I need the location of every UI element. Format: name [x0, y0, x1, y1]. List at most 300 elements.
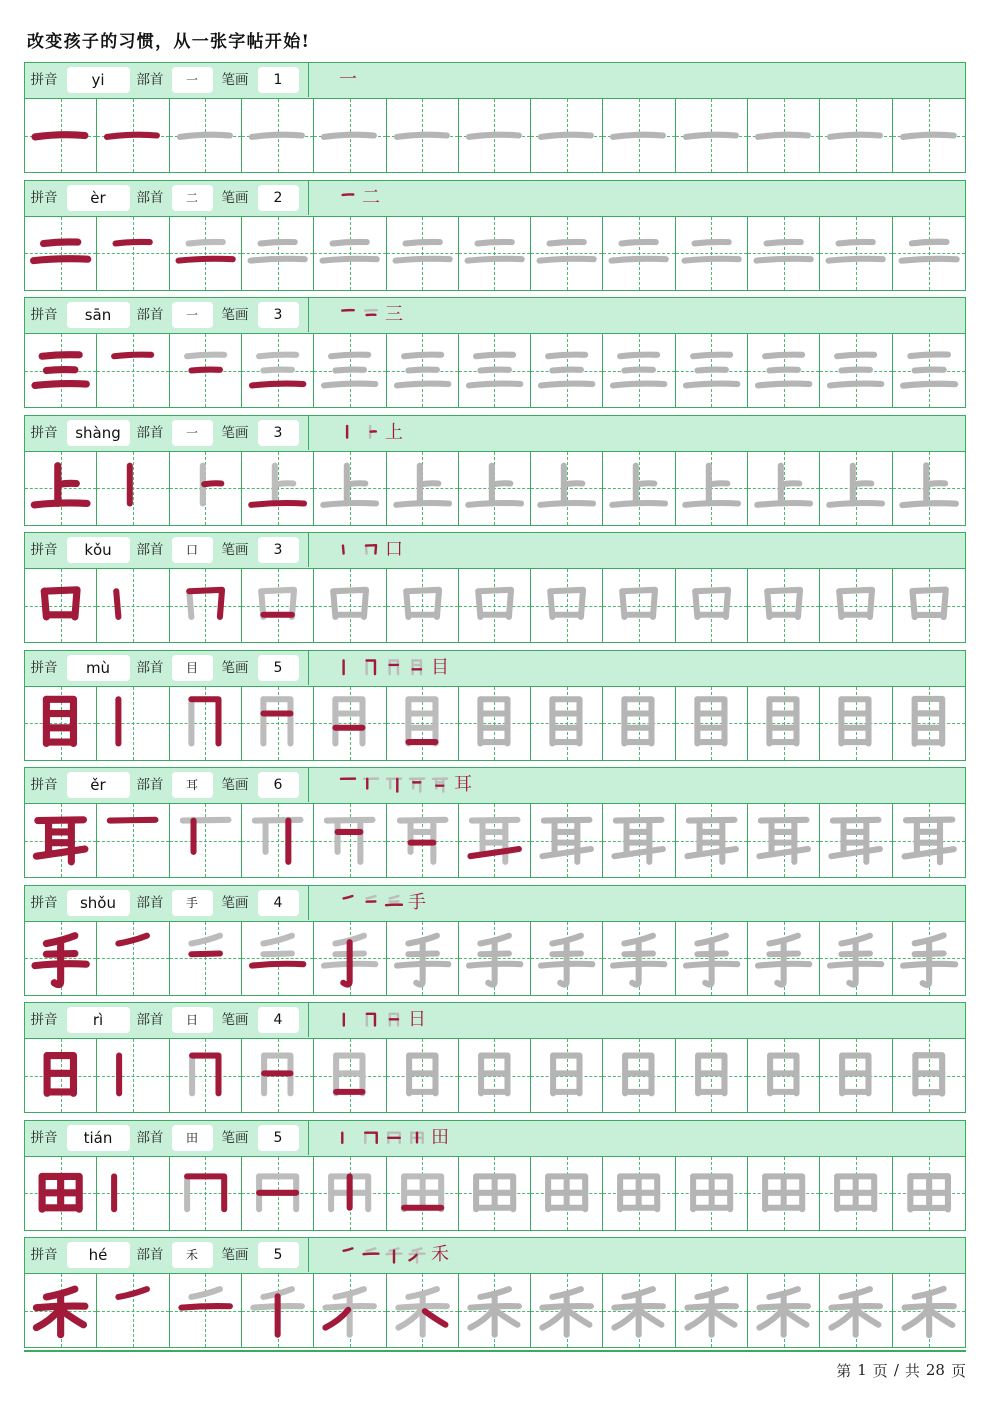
practice-cell [314, 569, 386, 642]
stroke-path [390, 895, 399, 897]
stroke-order-sequence [337, 187, 382, 209]
radical-label: 部首 [136, 72, 164, 88]
pinyin-value: shàng [67, 420, 130, 446]
practice-cell [893, 922, 965, 995]
stroke-path [367, 895, 376, 897]
stroke-path [832, 1310, 855, 1328]
pinyin-value: sān [67, 302, 130, 328]
stroke-path [255, 820, 301, 821]
stroke-path [35, 135, 85, 137]
practice-cell [242, 452, 314, 525]
stroke-path [767, 241, 801, 243]
practice-cell [748, 687, 820, 760]
practice-cell [459, 1157, 531, 1230]
stroke-path [336, 370, 365, 371]
stroke-path [110, 820, 156, 821]
stroke-path [252, 135, 302, 137]
trace-character [893, 687, 965, 760]
practice-cell [242, 569, 314, 642]
trace-character [676, 1157, 747, 1230]
info-divider [308, 1238, 310, 1272]
practice-cell [748, 1274, 820, 1347]
stroke-order-cell [459, 804, 530, 877]
stroke-path [348, 483, 365, 484]
practice-cell [170, 1274, 242, 1347]
practice-cell [531, 217, 603, 290]
stroke-order-cell [97, 922, 168, 995]
stroke-count-label: 笔画 [221, 777, 249, 793]
trace-character [893, 217, 965, 290]
pinyin-label: 拼音 [30, 777, 58, 793]
stroke-path [263, 699, 290, 743]
stroke-path [541, 384, 592, 386]
stroke-path [263, 370, 292, 371]
practice-cell [603, 1039, 675, 1112]
stroke-path [693, 355, 730, 357]
pinyin-label: 拼音 [30, 659, 58, 676]
stroke-path [34, 502, 87, 504]
trace-character [676, 804, 747, 877]
practice-cell [748, 804, 820, 877]
trace-character [603, 452, 674, 525]
stroke-order-cell [97, 334, 168, 407]
stroke-path [553, 699, 580, 743]
stroke-order-step [406, 657, 428, 679]
stroke-path [188, 241, 222, 243]
character-info-bar [24, 532, 966, 569]
stroke-order-cell [170, 687, 241, 760]
trace-character [820, 922, 891, 995]
trace-character [748, 1157, 819, 1230]
trace-character [748, 217, 819, 290]
pinyin-label: 拼音 [30, 1247, 58, 1263]
practice-cell [170, 99, 242, 172]
trace-character [748, 99, 819, 172]
stroke-order-step [360, 1244, 382, 1266]
practice-cell [531, 452, 603, 525]
practice-cell [314, 334, 386, 407]
character-block [24, 767, 966, 878]
page-footer [836, 1361, 966, 1379]
practice-cell [25, 1274, 97, 1347]
stroke-order-step [383, 1127, 405, 1149]
stroke-path [832, 849, 880, 856]
stroke-path [365, 1132, 376, 1142]
practice-cell [25, 804, 97, 877]
stroke-order-step [406, 1127, 428, 1149]
practice-cell [25, 922, 97, 995]
stroke-count-value: 5 [258, 1125, 299, 1151]
stroke-path [324, 135, 374, 137]
stroke-path [117, 591, 119, 617]
character-info-bar [24, 1002, 966, 1039]
practice-cell [820, 1274, 892, 1347]
stroke-path [36, 849, 84, 856]
practice-cell [314, 217, 386, 290]
character-block [24, 1120, 966, 1231]
trace-character [676, 687, 747, 760]
practice-cell [531, 1039, 603, 1112]
practice-cell [242, 99, 314, 172]
stroke-order-step [429, 774, 451, 796]
radical-label: 部首 [136, 777, 164, 793]
stroke-path [613, 135, 663, 137]
practice-cell [170, 1157, 242, 1230]
trace-character [748, 687, 819, 760]
stroke-path [204, 483, 221, 484]
stroke-path [621, 355, 658, 357]
stroke-path [839, 241, 873, 243]
stroke-order-step [337, 187, 359, 209]
stroke-order-cell [97, 99, 168, 172]
stroke-order-step [383, 774, 405, 796]
stroke-order-final-character: 耳 [454, 774, 472, 795]
trace-character [676, 334, 747, 407]
practice-cell [25, 687, 97, 760]
stroke-path [344, 1248, 353, 1250]
stroke-path [390, 660, 398, 674]
stroke-path [714, 1311, 735, 1325]
stroke-path [833, 820, 879, 821]
stroke-order-cell [242, 569, 313, 642]
stroke-order-step [406, 774, 428, 796]
trace-character [893, 1157, 965, 1230]
practice-cell [820, 1157, 892, 1230]
stroke-path [842, 370, 871, 371]
stroke-order-sequence [337, 892, 428, 914]
practice-cell [97, 334, 169, 407]
stroke-order-step [383, 1009, 405, 1031]
stroke-path [260, 241, 294, 243]
stroke-path [625, 370, 654, 371]
stroke-path [906, 820, 952, 821]
trace-character [748, 569, 819, 642]
trace-character [531, 687, 602, 760]
stroke-path [413, 660, 421, 674]
practice-cell [459, 1039, 531, 1112]
practice-cell [748, 452, 820, 525]
character-info-bar [24, 297, 966, 334]
radical-value: 一 [172, 420, 213, 446]
stroke-path [44, 241, 78, 243]
trace-character [820, 1039, 891, 1112]
stroke-path [180, 135, 230, 137]
practice-cell [748, 1039, 820, 1112]
stroke-path [333, 241, 367, 243]
radical-label: 部首 [136, 1012, 164, 1028]
stroke-order-cell [170, 334, 241, 407]
stroke-order-cell [242, 452, 313, 525]
stroke-path [251, 502, 304, 504]
stroke-path [331, 355, 368, 357]
stroke-path [344, 895, 353, 897]
trace-character [676, 922, 747, 995]
practice-grid [24, 687, 966, 761]
stroke-path [404, 355, 441, 357]
practice-cell [314, 804, 386, 877]
stroke-path [336, 699, 363, 743]
practice-cell [603, 569, 675, 642]
stroke-path [397, 135, 447, 137]
stroke-path [641, 1311, 662, 1325]
pinyin-value: tián [67, 1125, 130, 1151]
stroke-path [467, 258, 521, 260]
stroke-order-cell [242, 1039, 313, 1112]
practice-cell [676, 217, 748, 290]
practice-cell [676, 1157, 748, 1230]
practice-cell [242, 804, 314, 877]
character-info-bar [24, 415, 966, 452]
trace-character [531, 804, 602, 877]
radical-label: 部首 [136, 189, 164, 206]
practice-cell [387, 217, 459, 290]
stroke-count-label: 笔画 [221, 542, 249, 558]
stroke-path [119, 1289, 148, 1297]
stroke-path [323, 258, 377, 260]
practice-cell [314, 922, 386, 995]
trace-character [676, 99, 747, 172]
stroke-order-final-character: 手 [408, 891, 426, 913]
trace-character [603, 1039, 674, 1112]
info-divider [308, 886, 310, 920]
practice-grid [24, 99, 966, 173]
practice-cell [314, 1157, 386, 1230]
model-character [25, 922, 96, 995]
trace-character [820, 569, 891, 642]
stroke-path [684, 258, 738, 260]
practice-cell [25, 1039, 97, 1112]
trace-character [676, 1039, 747, 1112]
practice-cell [459, 922, 531, 995]
stroke-order-final-character: 田 [431, 1126, 449, 1148]
stroke-order-cell [97, 1274, 168, 1347]
practice-cell [893, 569, 965, 642]
trace-character [676, 1274, 747, 1347]
practice-cell [820, 217, 892, 290]
stroke-order-cell [314, 922, 385, 995]
stroke-path [36, 1310, 59, 1328]
stroke-count-value: 4 [258, 890, 299, 916]
page-prefix: 第 [836, 1361, 852, 1380]
pinyin-label: 拼音 [30, 894, 58, 911]
practice-cell [676, 569, 748, 642]
stroke-path [326, 1310, 349, 1328]
stroke-order-final-character: 禾 [431, 1244, 449, 1265]
stroke-path [323, 503, 376, 505]
stroke-order-step [406, 1244, 428, 1266]
radical-label: 部首 [136, 542, 164, 558]
radical-value: 一 [172, 67, 213, 93]
stroke-path [34, 258, 88, 260]
trace-character [242, 217, 313, 290]
trace-character [531, 922, 602, 995]
trace-character [459, 217, 530, 290]
practice-cell [97, 804, 169, 877]
practice-cell [676, 922, 748, 995]
practice-cell [242, 217, 314, 290]
stroke-order-sequence [337, 69, 359, 91]
practice-cell [603, 452, 675, 525]
trace-character [531, 1274, 602, 1347]
model-character [25, 1274, 96, 1347]
radical-value: 目 [172, 655, 213, 681]
stroke-path [759, 849, 807, 856]
stroke-path [398, 1310, 421, 1328]
stroke-count-label: 笔画 [221, 72, 249, 88]
practice-cell [25, 334, 97, 407]
trace-character [459, 569, 530, 642]
trace-character [314, 99, 385, 172]
practice-cell [820, 452, 892, 525]
character-block [24, 62, 966, 173]
stroke-order-step [337, 422, 359, 444]
practice-cell [242, 687, 314, 760]
stroke-order-final-character: 三 [385, 304, 403, 325]
stroke-order-step [360, 892, 382, 914]
stroke-path [765, 355, 802, 357]
practice-cell [748, 922, 820, 995]
practice-cell [820, 334, 892, 407]
model-character [25, 334, 96, 407]
stroke-path [252, 384, 303, 386]
stroke-path [830, 384, 881, 386]
stroke-path [470, 849, 518, 856]
stroke-path [191, 953, 220, 954]
trace-character [820, 334, 891, 407]
practice-cell [242, 334, 314, 407]
radical-value: 一 [172, 302, 213, 328]
practice-cell [748, 217, 820, 290]
trace-character [387, 1039, 458, 1112]
trace-character [170, 99, 241, 172]
stroke-path [903, 384, 955, 386]
trace-character [314, 452, 385, 525]
stroke-path [46, 370, 75, 371]
stroke-path [757, 503, 810, 505]
stroke-path [757, 258, 811, 260]
practice-cell [170, 569, 242, 642]
stroke-path [367, 660, 375, 674]
stroke-count-label: 笔画 [221, 659, 249, 676]
stroke-path [927, 483, 944, 484]
stroke-order-step [360, 1127, 382, 1149]
practice-cell [820, 1039, 892, 1112]
stroke-path [424, 1311, 445, 1325]
trace-character [387, 569, 458, 642]
trace-character [387, 217, 458, 290]
practice-cell [170, 687, 242, 760]
page-title: 改变孩子的习惯，从一张字帖开始! [27, 32, 311, 52]
trace-character [676, 569, 747, 642]
practice-cell [242, 1157, 314, 1230]
stroke-order-cell [314, 1274, 385, 1347]
character-block [24, 415, 966, 526]
stroke-path [615, 1310, 638, 1328]
practice-cell [170, 804, 242, 877]
page-number: 1 [857, 1361, 867, 1379]
stroke-path [541, 135, 591, 137]
practice-cell [603, 99, 675, 172]
trace-character [242, 99, 313, 172]
practice-cell [459, 687, 531, 760]
stroke-order-final-character: 日 [408, 1009, 426, 1030]
practice-grid [24, 452, 966, 526]
practice-cell [676, 1274, 748, 1347]
practice-cell [25, 99, 97, 172]
stroke-path [615, 849, 663, 856]
stroke-path [904, 1310, 927, 1328]
practice-cell [820, 922, 892, 995]
practice-cell [314, 452, 386, 525]
practice-cell [603, 922, 675, 995]
trace-character [603, 99, 674, 172]
trace-character [748, 452, 819, 525]
bottom-rule [24, 1350, 966, 1352]
stroke-path [367, 1248, 376, 1250]
stroke-path [189, 590, 222, 617]
practice-cell [893, 217, 965, 290]
model-character [25, 217, 96, 290]
stroke-order-cell [242, 1157, 313, 1230]
total-prefix: 共 [904, 1361, 920, 1380]
trace-character [820, 687, 891, 760]
practice-cell [531, 1157, 603, 1230]
trace-character [603, 1157, 674, 1230]
pinyin-label: 拼音 [30, 1012, 58, 1028]
trace-character [820, 99, 891, 172]
stroke-path [842, 699, 869, 743]
practice-cell [387, 922, 459, 995]
practice-cell [97, 99, 169, 172]
stroke-order-step [383, 892, 405, 914]
practice-cell [603, 687, 675, 760]
stroke-path [687, 1310, 710, 1328]
info-divider [308, 651, 310, 685]
stroke-path [59, 483, 76, 484]
trace-character [820, 1157, 891, 1230]
stroke-order-cell [170, 217, 241, 290]
practice-cell [314, 99, 386, 172]
stroke-path [468, 502, 521, 504]
stroke-path [540, 503, 593, 505]
pinyin-value: kǒu [67, 537, 130, 563]
character-info-bar [24, 885, 966, 922]
practice-cell [893, 452, 965, 525]
trace-character [459, 922, 530, 995]
practice-cell [97, 569, 169, 642]
stroke-path [191, 699, 218, 743]
stroke-count-value: 5 [258, 1242, 299, 1268]
character-block [24, 885, 966, 996]
stroke-order-step [383, 1244, 405, 1266]
trace-character [820, 452, 891, 525]
practice-cell [170, 217, 242, 290]
stroke-order-step [360, 539, 382, 561]
stroke-path [187, 355, 224, 357]
practice-cell [676, 804, 748, 877]
stroke-path [625, 699, 652, 743]
trace-character [459, 99, 530, 172]
stroke-path [638, 483, 655, 484]
radical-value: 田 [172, 1125, 213, 1151]
practice-grid [24, 1157, 966, 1231]
stroke-path [758, 384, 809, 386]
trace-character [531, 1039, 602, 1112]
stroke-order-cell [97, 687, 168, 760]
trace-character [820, 217, 891, 290]
trace-character [531, 1157, 602, 1230]
info-divider [308, 768, 310, 802]
